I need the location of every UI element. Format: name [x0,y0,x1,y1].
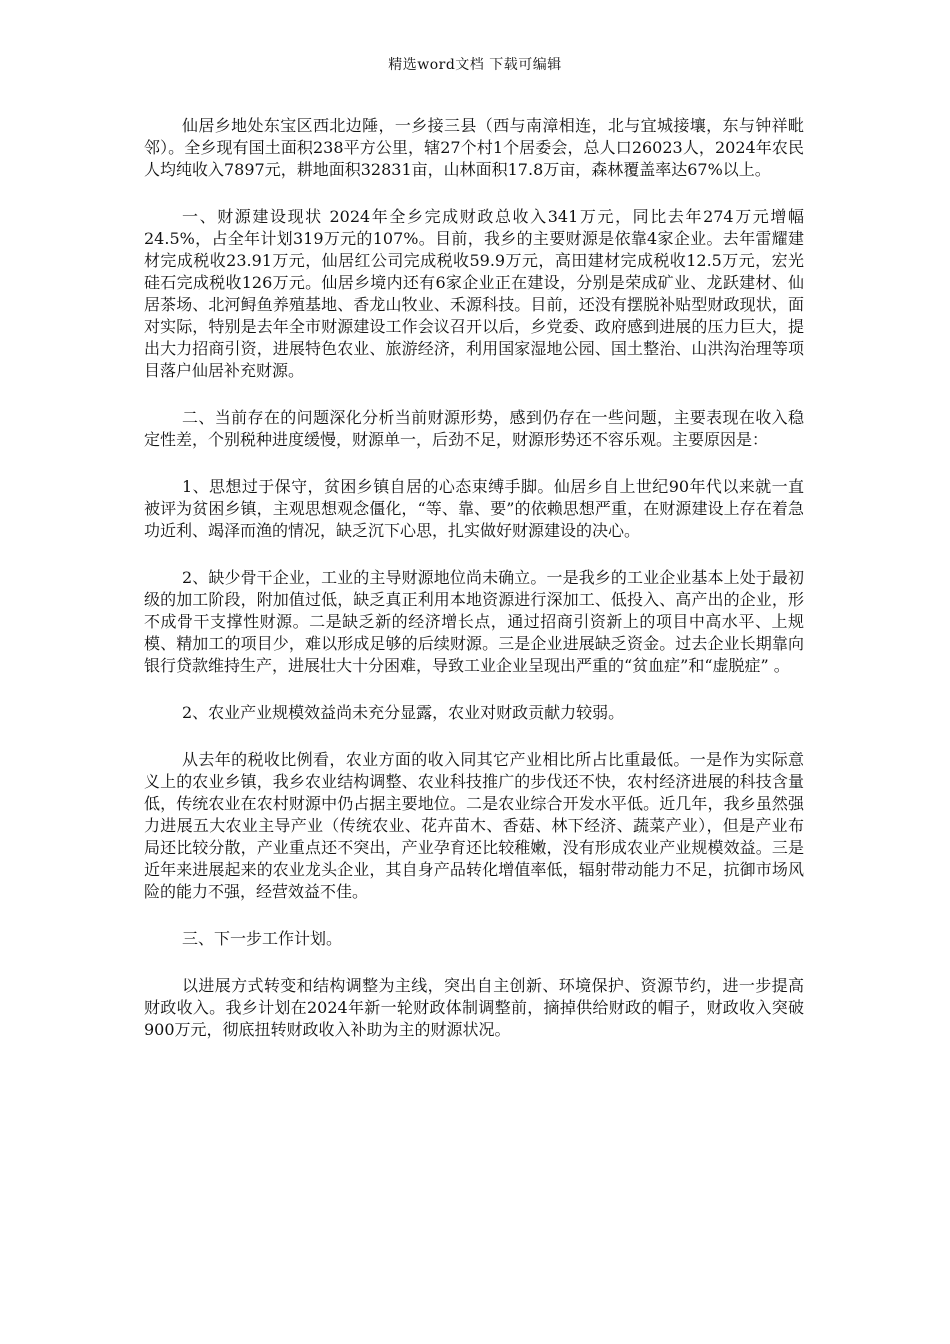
paragraph-reason-3: 2、农业产业规模效益尚未充分显露，农业对财政贡献力较弱。 [182,703,625,722]
document-body [144,115,804,1066]
paragraph-section-3: 三、下一步工作计划。 [182,929,343,948]
paragraph-reason-1: 1、思想过于保守，贫困乡镇自居的心态束缚手脚。仙居乡自上世纪90年代以来就一直被评为贫困乡镇，主观思想观念僵化，“等、靠、要”的依赖思想严重，在财源建设上存在着急功近利、竭泽而渔的情况，缺乏沉下心思，扎实做好财源建设的决心。 [144,477,804,540]
paragraph-section-2: 二、当前存在的问题深化分析当前财源形势，感到仍存在一些问题，主要表现在收入稳定性差，个别税种进度缓慢，财源单一，后劲不足，财源形势还不容乐观。主要原因是： [144,408,804,449]
paragraph-section-1: 一、财源建设现状 2024年全乡完成财政总收入341万元，同比去年274万元增幅24.5%，占全年计划319万元的107%。目前，我乡的主要财源是依靠4家企业。去年雷耀建材完成税收23.91万元，仙居红公司完成税收59.9万元，高田建材完成税收12.5万元，宏光硅石完成税收126万元。仙居乡境内还有6家企业正在建设，分别是荣成矿业、龙跃建材、仙居茶场、北河鲟鱼养殖基地、香龙山牧业、禾源科技。目前，还没有摆脱补贴型财政现状，面对实际，特别是去年全市财源建设工作会议召开以后，乡党委、政府感到进展的压力巨大，提出大力招商引资，进展特色农业、旅游经济，利用国家湿地公园、国土整治、山洪沟治理等项目落户仙居补充财源。 [144,207,804,380]
paragraph-intro: 仙居乡地处东宝区西北边陲，一乡接三县（西与南漳相连，北与宜城接壤，东与钟祥毗邻）。全乡现有国土面积238平方公里，辖27个村1个居委会，总人口26023人，2024年农民人均纯收入7897元，耕地面积32831亩，山林面积17.8万亩，森林覆盖率达67%以上。 [144,116,804,179]
paragraph-reason-2: 2、缺少骨干企业，工业的主导财源地位尚未确立。一是我乡的工业企业基本上处于最初级的加工阶段，附加值过低，缺乏真正利用本地资源进行深加工、低投入、高产出的企业，形不成骨干支撑性财源。二是缺乏新的经济增长点，通过招商引资新上的项目中高水平、上规模、精加工的项目少，难以形成足够的后续财源。三是企业进展缺乏资金。过去企业长期靠向银行贷款维持生产，进展壮大十分困难，导致工业企业呈现出严重的“贫血症”和“虚脱症” 。 [144,568,804,675]
page-header: 精选word文档 下载可编辑 [388,57,562,73]
paragraph-agriculture: 从去年的税收比例看，农业方面的收入同其它产业相比所占比重最低。一是作为实际意义上的农业乡镇，我乡农业结构调整、农业科技推广的步伐还不快，农村经济进展的科技含量低，传统农业在农村财源中仍占据主要地位。二是农业综合开发水平低。近几年，我乡虽然强力进展五大农业主导产业（传统农业、花卉苗木、香菇、林下经济、蔬菜产业），但是产业布局还比较分散，产业重点还不突出，产业孕育还比较稚嫩，没有形成农业产业规模效益。三是近年来进展起来的农业龙头企业，其自身产品转化增值率低，辐射带动能力不足，抗御市场风险的能力不强，经营效益不佳。 [144,750,804,901]
paragraph-plan: 以进展方式转变和结构调整为主线，突出自主创新、环境保护、资源节约，进一步提高财政收入。我乡计划在2024年新一轮财政体制调整前，摘掉供给财政的帽子，财政收入突破900万元，彻底扭转财政收入补助为主的财源状况。 [144,976,804,1039]
